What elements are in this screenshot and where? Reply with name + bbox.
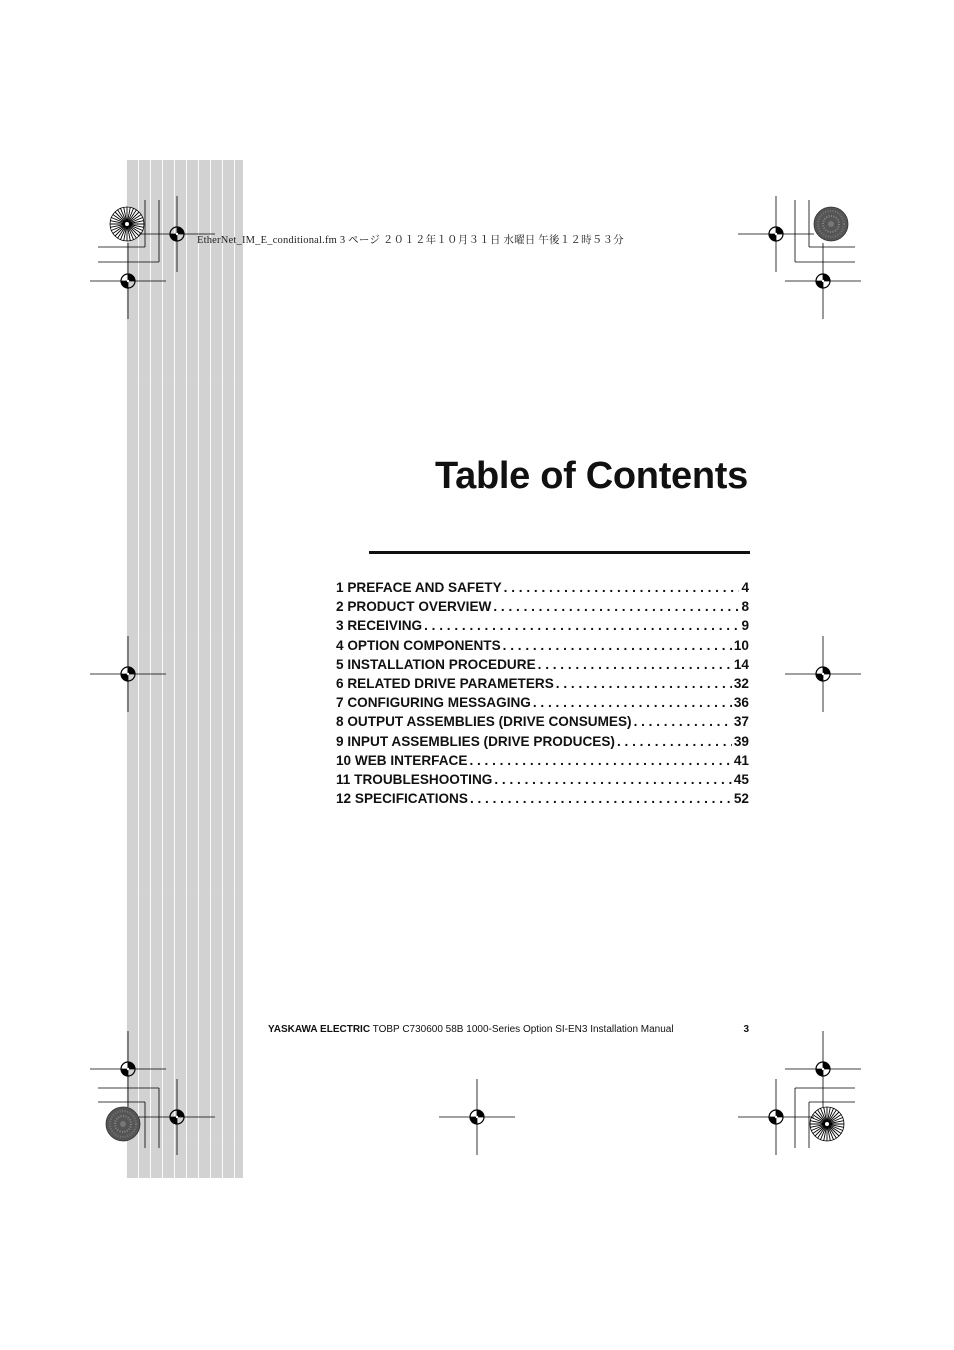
crosshair-registration-icon	[90, 636, 166, 712]
crosshair-registration-icon	[439, 1079, 515, 1155]
gray-density-target-icon	[106, 1107, 140, 1141]
footer-brand: YASKAWA ELECTRIC	[268, 1024, 371, 1035]
toc-entry[interactable]	[336, 791, 749, 810]
page-title: Table of Contents	[435, 455, 748, 497]
toc-leader	[493, 599, 739, 614]
toc-entry-label: 3 RECEIVING	[336, 618, 423, 634]
table-of-contents	[336, 580, 749, 810]
toc-entry[interactable]	[336, 734, 749, 753]
toc-entry-label: 9 INPUT ASSEMBLIES (DRIVE PRODUCES)	[336, 733, 615, 749]
crosshair-registration-icon	[785, 243, 861, 319]
toc-leader	[424, 618, 739, 633]
toc-entry[interactable]	[336, 657, 749, 676]
footer-doc-title: TOBP C730600 58B 1000-Series Option SI-EN3 Installation Manual	[372, 1024, 674, 1035]
toc-leader	[533, 695, 732, 710]
gray-density-target-icon	[814, 207, 848, 241]
toc-entry[interactable]	[336, 618, 749, 637]
toc-entry-page: 36	[733, 695, 749, 711]
crosshair-registration-icon	[738, 196, 814, 272]
toc-entry-label: 5 INSTALLATION PROCEDURE	[336, 656, 536, 672]
toc-entry-page: 8	[741, 599, 749, 615]
toc-entry-label: 11 TROUBLESHOOTING	[336, 771, 493, 787]
toc-leader	[634, 714, 732, 729]
toc-leader	[538, 657, 732, 672]
toc-leader	[556, 676, 732, 691]
toc-leader	[617, 734, 732, 749]
toc-entry[interactable]	[336, 772, 749, 791]
crosshair-registration-icon	[785, 636, 861, 712]
toc-entry-label: 8 OUTPUT ASSEMBLIES (DRIVE CONSUMES)	[336, 714, 632, 730]
page-footer	[268, 1024, 749, 1035]
toc-entry[interactable]	[336, 676, 749, 695]
toc-leader	[494, 772, 732, 787]
toc-entry-label: 10 WEB INTERFACE	[336, 752, 468, 768]
starburst-target-icon	[810, 1107, 844, 1141]
toc-entry-page: 14	[733, 656, 749, 672]
toc-entry[interactable]	[336, 753, 749, 772]
toc-entry-page: 4	[741, 580, 749, 595]
toc-entry-page: 9	[741, 618, 749, 634]
toc-entry-label: 2 PRODUCT OVERVIEW	[336, 599, 492, 615]
toc-entry-label: 12 SPECIFICATIONS	[336, 791, 468, 807]
toc-entry-label: 7 CONFIGURING MESSAGING	[336, 695, 531, 711]
toc-entry-page: 10	[733, 637, 749, 653]
crosshair-registration-icon	[139, 1079, 215, 1155]
toc-entry-page: 52	[733, 791, 749, 807]
toc-entry[interactable]	[336, 695, 749, 714]
footer-page-number: 3	[743, 1024, 749, 1035]
title-rule	[369, 551, 750, 554]
toc-leader	[503, 638, 732, 653]
toc-leader	[504, 580, 740, 595]
toc-leader	[469, 753, 731, 768]
crosshair-registration-icon	[90, 1031, 166, 1107]
toc-entry-label: 6 RELATED DRIVE PARAMETERS	[336, 675, 554, 691]
toc-entry-page: 41	[733, 752, 749, 768]
toc-entry-page: 37	[733, 714, 749, 730]
starburst-target-icon	[110, 207, 144, 241]
footer-doc-line	[268, 1024, 674, 1035]
crosshair-registration-icon	[785, 1031, 861, 1107]
toc-entry-label: 1 PREFACE AND SAFETY	[336, 580, 502, 595]
toc-entry-page: 32	[733, 675, 749, 691]
toc-entry-page: 39	[733, 733, 749, 749]
toc-entry-label: 4 OPTION COMPONENTS	[336, 637, 501, 653]
print-file-stamp: EtherNet_IM_E_conditional.fm 3 ページ ２０１２年１０月３１日 水曜日 午後１２時５３分	[197, 235, 624, 246]
toc-entry[interactable]	[336, 580, 749, 599]
toc-entry[interactable]	[336, 714, 749, 733]
toc-leader	[470, 791, 732, 806]
toc-entry[interactable]	[336, 638, 749, 657]
crosshair-registration-icon	[90, 243, 166, 319]
toc-entry[interactable]	[336, 599, 749, 618]
toc-entry-page: 45	[733, 771, 749, 787]
crosshair-registration-icon	[738, 1079, 814, 1155]
